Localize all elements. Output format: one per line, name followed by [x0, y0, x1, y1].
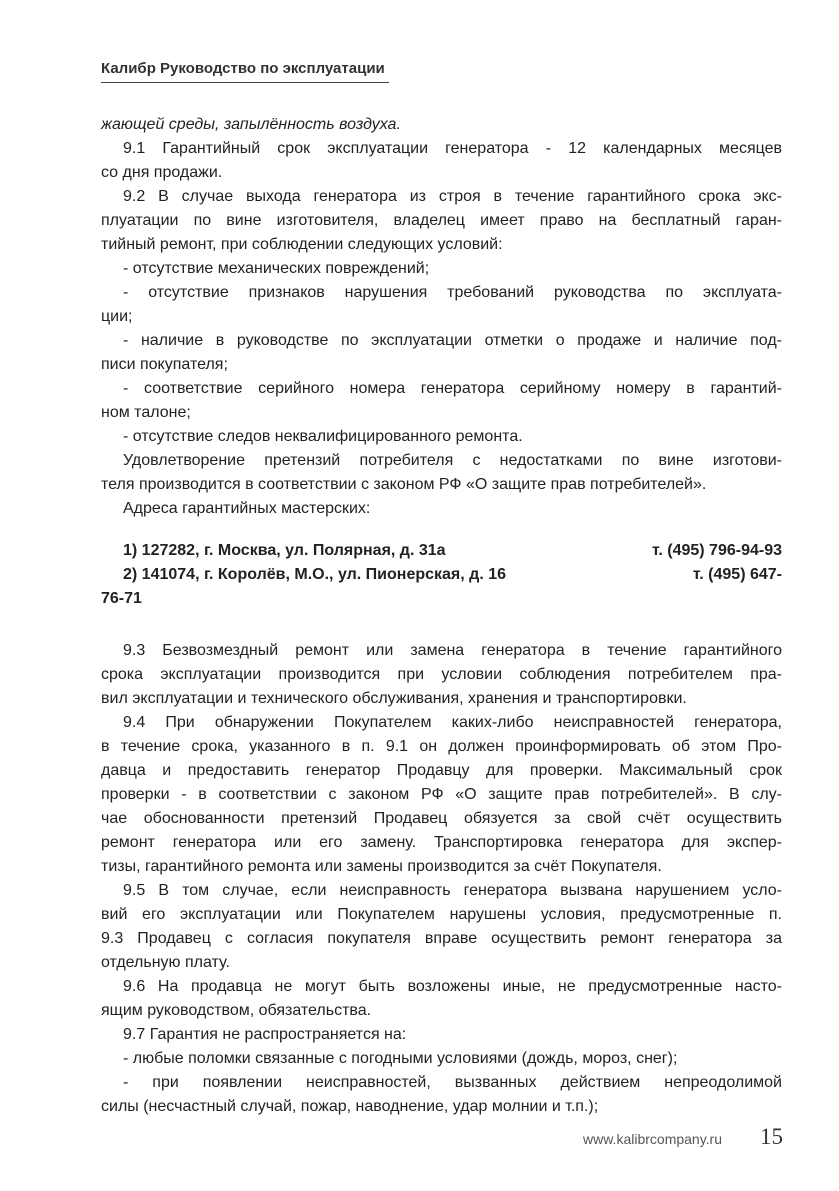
paragraph	[101, 975, 782, 1023]
paragraph	[101, 329, 782, 377]
text-line: проверки - в соответствии с законом РФ «О защите прав потребителей». В слу-	[101, 786, 782, 803]
text-line: вил эксплуатации и технического обслуживания, хранения и транспортировки.	[101, 690, 687, 707]
text-line: Удовлетворение претензий потребителя с недостатками по вине изготови-	[123, 452, 782, 469]
text-line: ящим руководством, обязательства.	[101, 1002, 372, 1019]
text-line: 9.5 В том случае, если неисправность генератора вызвана нарушением усло-	[123, 882, 782, 899]
spacer	[101, 611, 782, 639]
address-text: 2) 141074, г. Королёв, М.О., ул. Пионерская, д. 16	[123, 566, 506, 583]
paragraph	[101, 1071, 782, 1119]
text-line: чае обоснованности претензий Продавец обязуется за свой счёт осуществить	[101, 810, 782, 827]
paragraph	[101, 449, 782, 497]
address-line-2-cont	[101, 587, 782, 611]
paragraph	[101, 257, 782, 281]
address-text: 1) 127282, г. Москва, ул. Полярная, д. 31а	[123, 542, 446, 559]
paragraph	[101, 185, 782, 257]
text-line: 9.7 Гарантия не распространяется на:	[123, 1026, 407, 1043]
text-line: 9.2 В случае выхода генератора из строя в течение гарантийного срока экс-	[123, 188, 782, 205]
spacer	[101, 521, 782, 539]
text-line: тизы, гарантийного ремонта или замены производится за счёт Покупателя.	[101, 858, 662, 875]
text-line: Адреса гарантийных мастерских:	[123, 500, 371, 517]
text-line: срока эксплуатации производится при условии соблюдения потребителем пра-	[101, 666, 782, 683]
text-line: жающей среды, запылённость воздуха.	[101, 116, 401, 133]
text-line: силы (несчастный случай, пожар, наводнение, удар молнии и т.п.);	[101, 1098, 599, 1115]
paragraph	[101, 711, 782, 879]
paragraph	[101, 425, 782, 449]
page-body	[101, 113, 782, 1119]
paragraph	[101, 113, 782, 137]
text-line: - отсутствие механических повреждений;	[123, 260, 430, 277]
footer-website-link[interactable]: www.kalibrcompany.ru	[583, 1131, 723, 1147]
text-line: давца и предоставить генератор Продавцу для проверки. Максимальный срок	[101, 762, 782, 779]
text-line: теля производится в соответствии с законом РФ «О защите прав потребителей».	[101, 476, 707, 493]
text-line: плуатации по вине изготовителя, владелец имеет право на бесплатный гаран-	[101, 212, 782, 229]
text-line: - любые поломки связанные с погодными условиями (дождь, мороз, снег);	[123, 1050, 678, 1067]
text-line: - наличие в руководстве по эксплуатации отметки о продаже и наличие под-	[123, 332, 782, 349]
text-line: 9.6 На продавца не могут быть возложены иные, не предусмотренные насто-	[123, 978, 782, 995]
address-phone-cont: 76-71	[101, 590, 142, 607]
paragraph	[101, 639, 782, 711]
running-header: Калибр Руководство по эксплуатации	[101, 60, 385, 77]
paragraph	[101, 137, 782, 185]
text-line: ном талоне;	[101, 404, 191, 421]
address-line-2	[101, 563, 782, 587]
text-line: 9.4 При обнаружении Покупателем каких-либо неисправностей генератора,	[123, 714, 782, 731]
paragraph	[101, 497, 782, 521]
text-line: 9.3 Безвозмездный ремонт или замена генератора в течение гарантийного	[123, 642, 782, 659]
text-line: писи покупателя;	[101, 356, 228, 373]
paragraph	[101, 281, 782, 329]
text-line: - отсутствие признаков нарушения требований руководства по эксплуата-	[123, 284, 782, 301]
text-line: тийный ремонт, при соблюдении следующих условий:	[101, 236, 503, 253]
text-line: 9.1 Гарантийный срок эксплуатации генератора - 12 календарных месяцев	[123, 140, 782, 157]
paragraph	[101, 1047, 782, 1071]
text-line: ции;	[101, 308, 133, 325]
text-line: со дня продажи.	[101, 164, 223, 181]
text-line: отдельную плату.	[101, 954, 230, 971]
address-phone: т. (495) 796-94-93	[651, 542, 782, 559]
address-line-1	[101, 539, 782, 563]
address-phone: т. (495) 647-	[692, 566, 782, 583]
paragraph	[101, 1023, 782, 1047]
header-rule	[101, 82, 389, 83]
text-line: в течение срока, указанного в п. 9.1 он должен проинформировать об этом Про-	[101, 738, 782, 755]
page-number: 15	[760, 1124, 783, 1149]
warranty-section-1	[101, 113, 782, 521]
paragraph	[101, 377, 782, 425]
text-line: - соответствие серийного номера генератора серийному номеру в гарантий-	[123, 380, 782, 397]
text-line: вий его эксплуатации или Покупателем нарушены условия, предусмотренные п.	[101, 906, 782, 923]
paragraph	[101, 879, 782, 975]
text-line: 9.3 Продавец с согласия покупателя вправе осуществить ремонт генератора за	[101, 930, 782, 947]
text-line: - отсутствие следов неквалифицированного ремонта.	[123, 428, 523, 445]
text-line: ремонт генератора или его замену. Транспортировка генератора для экспер-	[101, 834, 782, 851]
warranty-section-2	[101, 639, 782, 1119]
text-line: - при появлении неисправностей, вызванных действием непреодолимой	[123, 1074, 782, 1091]
